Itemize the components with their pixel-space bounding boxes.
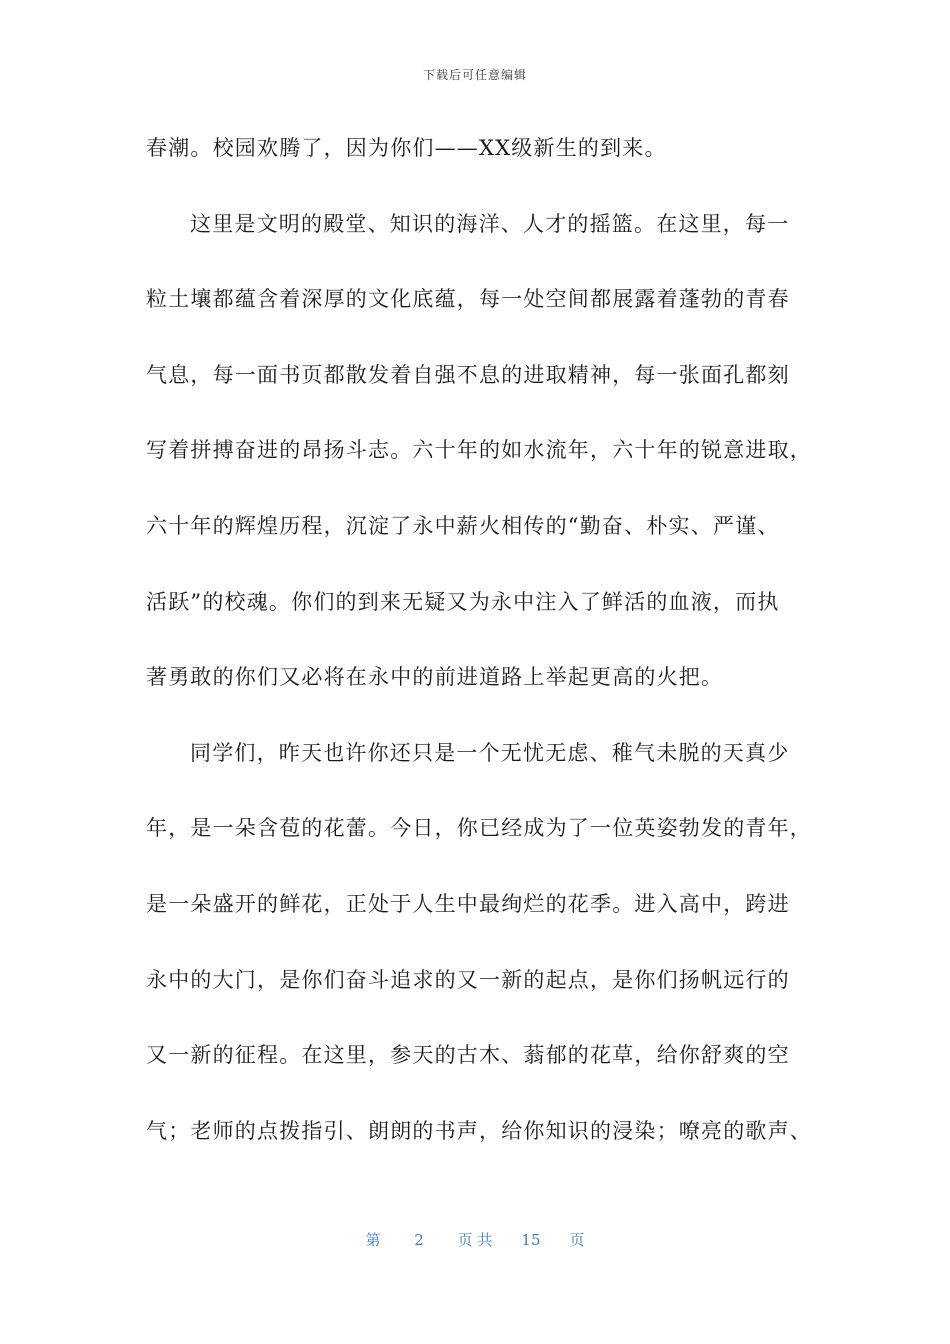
page-header: 下载后可任意编辑 (422, 68, 527, 82)
text-line: 是一朵盛开的鲜花，正处于人生中最绚烂的花季。进入高中，跨进 (146, 891, 790, 916)
text-line: 气；老师的点拨指引、朗朗的书声，给你知识的浸染；嘹亮的歌声、 (146, 1118, 812, 1143)
text-line: 又一新的征程。在这里，参天的古木、蓊郁的花草，给你舒爽的空 (146, 1043, 790, 1068)
text-line: 写着拼搏奋进的昂扬斗志。六十年的如水流年，六十年的锐意进取， (146, 438, 812, 463)
text-line: 年，是一朵含苞的花蕾。今日，你已经成为了一位英姿勃发的青年， (146, 816, 812, 841)
current-page-number: 2 (414, 1231, 424, 1249)
text-line: 永中的大门，是你们奋斗追求的又一新的起点，是你们扬帆远行的 (146, 967, 790, 992)
text-line: 同学们，昨天也许你还只是一个无忧无虑、稚气未脱的天真少 (190, 740, 790, 765)
footer-mid: 页 共 (457, 1231, 493, 1249)
footer-suffix: 页 (569, 1231, 585, 1249)
page-footer (0, 1229, 950, 1250)
text-line: 这里是文明的殿堂、知识的海洋、人才的摇篮。在这里，每一 (190, 211, 790, 236)
text-line: 气息，每一面书页都散发着自强不息的进取精神，每一张面孔都刻 (146, 362, 790, 387)
text-line: 春潮。校园欢腾了，因为你们——XX级新生的到来。 (146, 136, 667, 160)
document-body (146, 120, 810, 1178)
footer-prefix: 第 (365, 1231, 381, 1249)
text-line: 粒土壤都蕴含着深厚的文化底蕴，每一处空间都展露着蓬勃的青春 (146, 287, 790, 312)
text-line: 著勇敢的你们又必将在永中的前进道路上举起更高的火把。 (146, 665, 724, 690)
total-page-count: 15 (521, 1231, 541, 1249)
text-line: 六十年的辉煌历程，沉淀了永中薪火相传的“勤奋、朴实、严谨、 (146, 513, 780, 538)
text-line: 活跃”的校魂。你们的到来无疑又为永中注入了鲜活的血液，而执 (146, 589, 780, 614)
